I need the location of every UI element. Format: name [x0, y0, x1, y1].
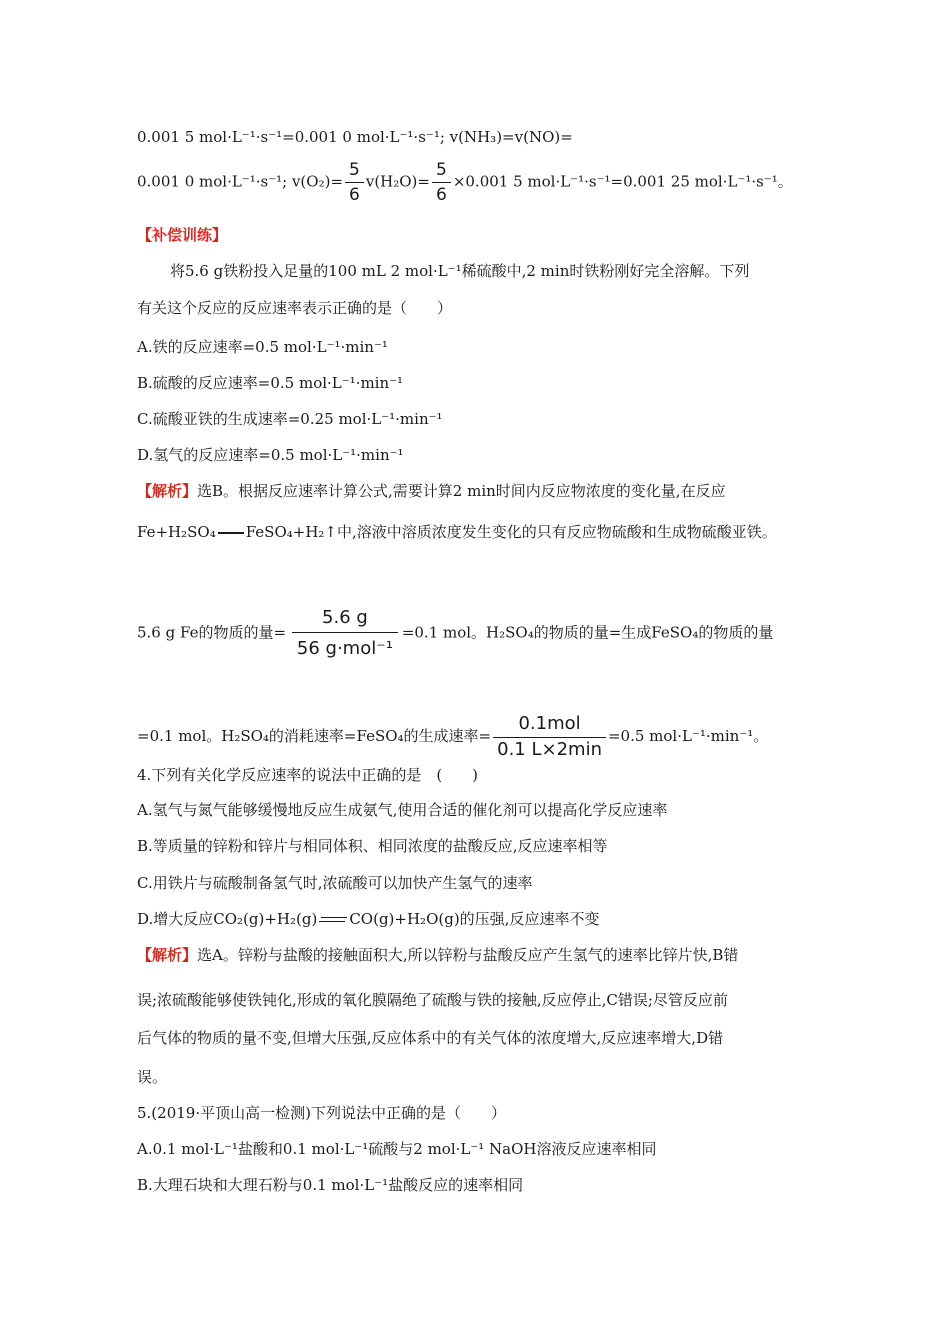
- supp-question-line-1: 将5.6 g铁粉投入足量的100 mL 2 mol·L⁻¹稀硫酸中,2 min时铁粉刚好完全溶解。下列: [170, 262, 750, 280]
- fraction-mass-over-molar: $\frac{5.6 g}{\text{56 g·mol⁻¹}}$: [292, 608, 398, 659]
- supp-option-a: A.铁的反应速率=0.5 mol·L⁻¹·min⁻¹: [137, 338, 388, 356]
- q4-option-b: B.等质量的锌粉和锌片与相同体积、相同浓度的盐酸反应,反应速率相等: [137, 837, 608, 855]
- q4-option-d: D.增大反应CO₂(g)+H₂(g) CO(g)+H₂O(g)的压强,反应速率不变: [137, 910, 600, 928]
- analysis-tag: 【解析】: [137, 946, 198, 964]
- fraction-rate: $\frac{\text{0.1mol}}{0.1 L\times 2\min}$: [493, 714, 606, 760]
- solution-line-2: 0.001 0 mol·L⁻¹·s⁻¹; v(O₂)= $\frac{5}{6}$ v(H₂O)= $\frac{5}{6}$ ×0.001 5 mol·L⁻¹·s⁻¹=0.001 25 mol·L⁻¹·s⁻¹。: [137, 160, 793, 205]
- supp-option-c: C.硫酸亚铁的生成速率=0.25 mol·L⁻¹·min⁻¹: [137, 410, 443, 428]
- equilibrium-arrow-icon: [319, 916, 347, 924]
- q4-option-c: C.用铁片与硫酸制备氢气时,浓硫酸可以加快产生氢气的速率: [137, 874, 533, 892]
- q5-option-a: A.0.1 mol·L⁻¹盐酸和0.1 mol·L⁻¹硫酸与2 mol·L⁻¹ NaOH溶液反应速率相同: [137, 1140, 657, 1158]
- supp-analysis-line-4: =0.1 mol。H₂SO₄的消耗速率=FeSO₄的生成速率= $\frac{\text{0.1mol}}{0.1 L\times 2\min}$ =0.5 mol·L⁻¹·min⁻¹。: [137, 713, 769, 760]
- fraction-5-6: $\frac{5}{6}$: [432, 160, 451, 205]
- q4-analysis-line-4: 误。: [137, 1068, 168, 1086]
- reaction-arrow-icon: [218, 532, 244, 534]
- supp-option-d: D.氢气的反应速率=0.5 mol·L⁻¹·min⁻¹: [137, 446, 404, 464]
- supp-question-line-2: 有关这个反应的反应速率表示正确的是（ ）: [137, 299, 453, 317]
- supp-option-b: B.硫酸的反应速率=0.5 mol·L⁻¹·min⁻¹: [137, 374, 404, 392]
- question-4-stem: 4.下列有关化学反应速率的说法中正确的是 ( ): [137, 766, 479, 784]
- supp-analysis-line-1: 【解析】选B。根据反应速率计算公式,需要计算2 min时间内反应物浓度的变化量,在反应: [137, 482, 726, 500]
- supp-analysis-line-3: 5.6 g Fe的物质的量= $\frac{5.6 g}{\text{56 g·mol⁻¹}}$ =0.1 mol。H₂SO₄的物质的量=生成FeSO₄的物质的量: [137, 607, 774, 659]
- solution-line-1: 0.001 5 mol·L⁻¹·s⁻¹=0.001 0 mol·L⁻¹·s⁻¹; v(NH₃)=v(NO)=: [137, 128, 573, 146]
- q4-analysis-line-3: 后气体的物质的量不变,但增大压强,反应体系中的有关气体的浓度增大,反应速率增大,D错: [137, 1029, 724, 1047]
- q4-analysis-line-2: 误;浓硫酸能够使铁钝化,形成的氧化膜隔绝了硫酸与铁的接触,反应停止,C错误;尽管反应前: [137, 991, 728, 1009]
- q5-option-b: B.大理石块和大理石粉与0.1 mol·L⁻¹盐酸反应的速率相同: [137, 1176, 524, 1194]
- supplementary-header: 【补偿训练】: [137, 226, 228, 244]
- analysis-tag: 【解析】: [137, 482, 198, 500]
- question-5-stem: 5.(2019·平顶山高一检测)下列说法中正确的是（ ）: [137, 1104, 506, 1122]
- fraction-5-6: $\frac{5}{6}$: [345, 160, 364, 205]
- supp-analysis-line-2: Fe+H₂SO₄ FeSO₄+H₂↑中,溶液中溶质浓度发生变化的只有反应物硫酸和生成物硫酸亚铁。: [137, 523, 777, 541]
- q4-analysis-line-1: 【解析】选A。锌粉与盐酸的接触面积大,所以锌粉与盐酸反应产生氢气的速率比锌片快,B错: [137, 946, 739, 964]
- q4-option-a: A.氢气与氮气能够缓慢地反应生成氨气,使用合适的催化剂可以提高化学反应速率: [137, 801, 668, 819]
